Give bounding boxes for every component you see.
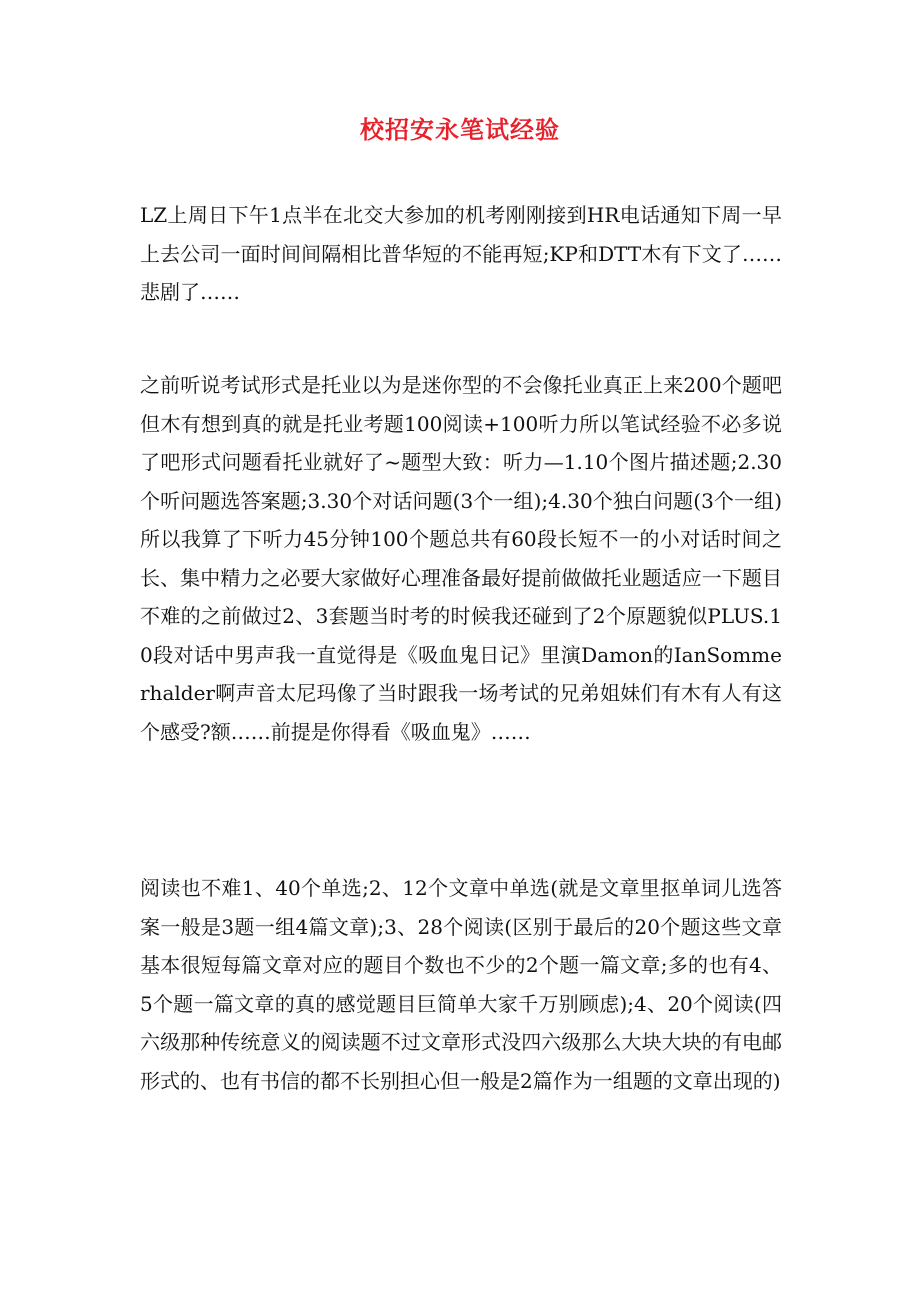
paragraph-reading: 阅读也不难1、40个单选;2、12个文章中单选(就是文章里抠单词儿选答案一般是3题一组4篇文章);3、28个阅读(区别于最后的20个题这些文章基本很短每篇文章对应的题目个数也不少的2个题一篇文章;多的也有4、5个题一篇文章的真的感觉题目巨简单大家千万别顾虑);4、20个阅读(四六级那种传统意义的阅读题不过文章形式没四六级那么大块大块的有电邮形式的、也有书信的都不长别担心但一般是2篇作为一组题的文章出现的) <box>140 876 782 1093</box>
paragraph-intro: LZ上周日下午1点半在北交大参加的机考刚刚接到HR电话通知下周一早上去公司一面时间间隔相比普华短的不能再短;KP和DTT木有下文了……悲剧了…… <box>140 203 782 304</box>
document-title: 校招安永笔试经验 <box>360 115 560 144</box>
paragraph-listening: 之前听说考试形式是托业以为是迷你型的不会像托业真正上来200个题吧但木有想到真的就是托业考题100阅读+100听力所以笔试经验不必多说了吧形式问题看托业就好了~题型大致：听力—1.10个图片描述题;2.30个听问题选答案题;3.30个对话问题(3个一组);4.30个独白问题(3个一组)所以我算了下听力45分钟100个题总共有60段长短不一的小对话时间之长、集中精力之必要大家做好心理准备最好提前做做托业题适应一下题目不难的之前做过2、3套题当时考的时候我还碰到了2个原题貌似PLUS.10段对话中男声我一直觉得是《吸血鬼日记》里演Damon的IanSommerhalder啊声音太尼玛像了当时跟我一场考试的兄弟姐妹们有木有人有这个感受?额……前提是你得看《吸血鬼》…… <box>140 373 782 744</box>
